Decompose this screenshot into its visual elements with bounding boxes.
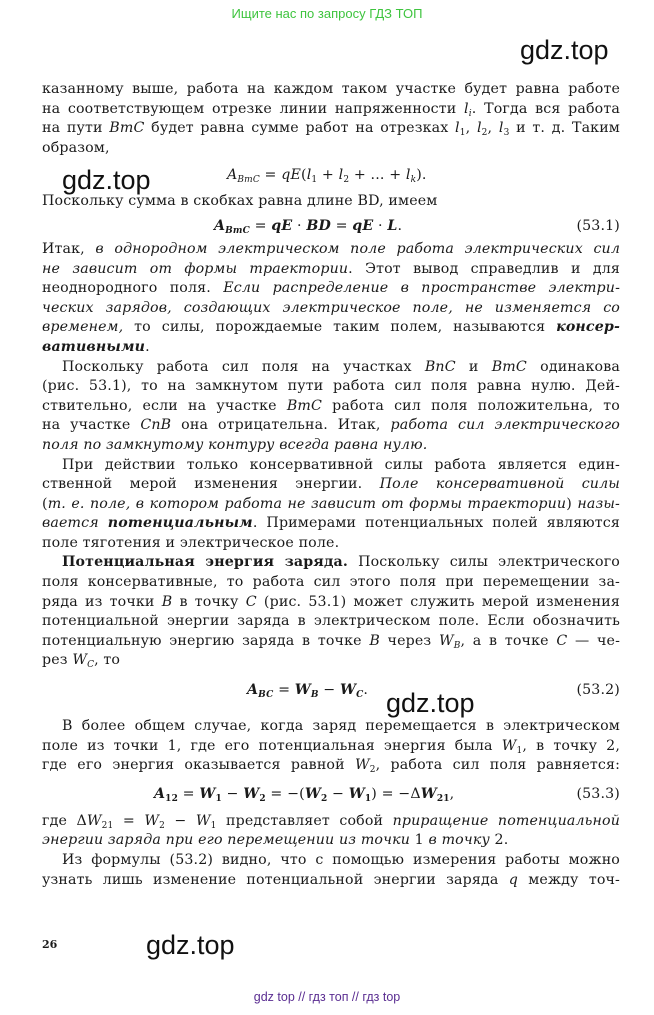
text-line: вается потенциальным. Примерами потенциальных полей являются — [42, 515, 620, 532]
equation-number: (53.1) — [576, 217, 620, 234]
text-line: на участке CnB она отрицательна. Итак, работа сил электрического — [42, 417, 620, 434]
text-line: ственной мерой изменения энергии. Поле консервативной силы — [42, 476, 620, 493]
text-line: вативными. — [42, 338, 150, 355]
text-line: Поскольку работа сил поля на участках BnC и BmC одинакова — [62, 358, 620, 375]
text-line: поле из точки 1, где его потенциальная энергия была $W_1$, в точку 2, — [42, 737, 620, 756]
search-banner: Ищите нас по запросу ГДЗ ТОП — [231, 6, 423, 21]
equation-53-3: $A_{12} = W_1 - W_2 = -(W_2 - W_1) = -\Delta W_{21}$, (53.3) — [42, 776, 620, 812]
text-line: поле тяготения и электрическое поле. — [42, 534, 340, 551]
text-line: ствительно, если на участке BmC работа сил поля положительна, то — [42, 397, 620, 414]
watermark: gdz.top — [520, 35, 609, 65]
text-line: где $\Delta W_{21} = W_2 - W_1$ представляет собой приращение потенциальной — [42, 812, 621, 831]
watermark: gdz.top — [386, 688, 475, 718]
text-line: узнать лишь изменение потенциальной энергии заряда q между точ- — [42, 871, 620, 888]
text-line: на пути BmC будет равна сумме работ на отрезках $l_1$, $l_2$, $l_3$ и т. д. Таким — [42, 120, 620, 139]
text-line: Потенциальная энергия заряда. Поскольку силы электрического — [62, 554, 620, 571]
equation-abmc: $A_{BmC} = qE(l_1 + l_2$ + ... + $l_k$). — [227, 167, 427, 186]
text-line: При действии только консервативной силы работа является един- — [62, 456, 620, 473]
text-line: образом, — [42, 139, 110, 156]
text-line: (т. е. поле, в котором работа не зависит от формы траектории) назы- — [42, 495, 620, 512]
text-line: потенциальную энергию заряда в точке B через $W_B$, а в точке C — че- — [42, 632, 621, 651]
text-line: Из формулы (53.2) видно, что с помощью измерения работы можно — [62, 852, 620, 868]
text-line: ряда из точки B в точку C (рис. 53.1) может служить мерой изменения — [42, 593, 620, 610]
text-line: неоднородного поля. Если распределение в пространстве электри- — [42, 280, 621, 297]
text-line: казанному выше, работа на каждом таком участке будет равна работе — [42, 81, 620, 97]
equation-53-2: $A_{BC} = W_B - W_C$. (53.2) — [42, 671, 620, 709]
text-line: на соответствующем отрезке линии напряженности $l_i$. Тогда вся работа — [42, 100, 620, 119]
text-line: Итак, в однородном электрическом поле работа электрических сил — [42, 240, 621, 257]
textbook-page — [42, 80, 620, 890]
text-line: ческих зарядов, создающих электрическое поле, не изменяется со — [42, 299, 620, 316]
watermark: gdz.top — [146, 930, 235, 960]
text-line: поля консервативные, то работа сил этого поля при перемещении за- — [42, 574, 620, 591]
text-line: энергии заряда при его перемещении из точки 1 в точку 2. — [42, 832, 509, 849]
text-line: (рис. 53.1), то на замкнутом пути работа сил поля равна нулю. Дей- — [42, 378, 620, 395]
text-line: не зависит от формы траектории. Этот вывод справедлив и для — [42, 260, 620, 277]
text-line: рез $W_C$, то — [42, 652, 121, 671]
text-line: поля по замкнутому контуру всегда равна нулю. — [42, 436, 428, 453]
equation-number: (53.2) — [576, 682, 620, 699]
text-line: Поскольку сумма в скобках равна длине BD, имеем — [42, 193, 438, 210]
watermark: gdz.top — [62, 165, 151, 195]
text-line: потенциальной энергии заряда в электрическом поле. Если обозначить — [42, 613, 620, 630]
text-line: временем, то силы, порождаемые таким полем, называются консер- — [42, 319, 620, 336]
text-line: В более общем случае, когда заряд перемещается в электрическом — [62, 718, 620, 735]
footer-links: gdz top // гдз топ // гдз top — [253, 990, 401, 1004]
equation-number: (53.3) — [576, 785, 620, 802]
page-number: 26 — [42, 938, 58, 951]
text-line: где его энергия оказывается равной $W_2$, работа сил поля равняется: — [42, 757, 620, 776]
equation-53-1: $A_{BmC}$ = qE · BD = qE · L. (53.1) — [42, 212, 620, 240]
